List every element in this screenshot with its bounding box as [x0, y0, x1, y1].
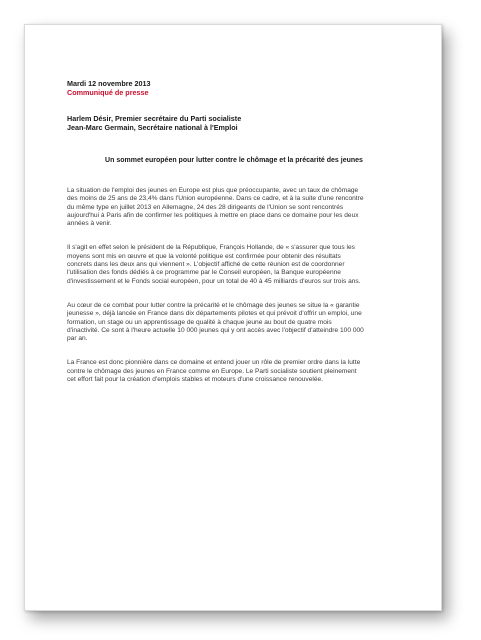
paragraph-line: aujourd'hui à Paris afin de confirmer les politiques à mettre en place dans ce domaine pour les deux — [67, 211, 359, 219]
body-paragraph — [67, 302, 401, 343]
paragraph-line: La France est donc pionnière dans ce domaine et entend jouer un rôle de premier ordre dans la lutte — [67, 359, 361, 367]
paragraph-line: années à venir. — [67, 220, 112, 228]
body-paragraph — [67, 244, 401, 285]
document-body — [67, 187, 401, 384]
document-page — [24, 24, 442, 611]
paragraph-line: jeunesse », déjà lancée en France dans dix départements pilotes et qui prévoit d'offrir un emploi, une — [67, 310, 362, 318]
body-paragraph — [67, 187, 401, 228]
paragraph-line: concrets dans les deux ans qui viennent ». L'objectif affiché de cette réunion est de coordonner — [67, 261, 345, 269]
paragraph-line: Au cœur de ce combat pour lutter contre la précarité et le chômage des jeunes se situe la « garantie — [67, 301, 360, 309]
paragraph-line: d'inactivité. Ce sont à l'heure actuelle 10 000 jeunes qui y ont accès avec l'objectif d'atteindre 100 000 — [67, 326, 364, 334]
document-content — [67, 79, 401, 384]
document-title: Un sommet européen pour lutter contre le chômage et la précarité des jeunes — [105, 157, 363, 164]
paragraph-line: formation, un stage ou un apprentissage de qualité à chaque jeune au bout de quatre mois — [67, 318, 332, 326]
author-line: Harlem Désir, Premier secrétaire du Parti socialiste — [67, 114, 242, 123]
authors-block — [67, 114, 401, 132]
document-type: Communiqué de presse — [67, 88, 149, 97]
paragraph-line: Il s'agit en effet selon le président de la République, François Hollande, de « s'assurer que tous les — [67, 244, 355, 252]
paragraph-line: du même type en juillet 2013 en Allemagne, 24 des 28 dirigeants de l'Union se sont rencontrés — [67, 203, 344, 211]
document-date: Mardi 12 novembre 2013 — [67, 79, 151, 88]
body-paragraph — [67, 359, 401, 384]
paragraph-line: d'investissement et le Fonds social européen, pour un total de 40 à 45 milliards d'euros sur trois ans. — [67, 277, 361, 285]
author-line: Jean-Marc Germain, Secrétaire national à l'Emploi — [67, 123, 238, 132]
paragraph-line: cet effort fait pour la création d'emplois stables et moteurs d'une croissance renouvelée. — [67, 376, 324, 384]
paragraph-line: des moins de 25 ans de 23,4% dans l'Union européenne. Dans ce cadre, et à la suite d'une rencontre — [67, 195, 364, 203]
paragraph-line: par an. — [67, 335, 88, 343]
paragraph-line: moyens sont mis en œuvre et que la volonté politique est confirmée pour obtenir des résultats — [67, 252, 341, 260]
paragraph-line: contre le chômage des jeunes en France comme en Europe. Le Parti socialiste soutient pleinement — [67, 367, 357, 375]
paragraph-line: La situation de l'emploi des jeunes en Europe est plus que préoccupante, avec un taux de chômage — [67, 187, 359, 194]
paragraph-line: l'utilisation des fonds dédiés à ce programme par le Conseil européen, la Banque européenne — [67, 269, 341, 277]
